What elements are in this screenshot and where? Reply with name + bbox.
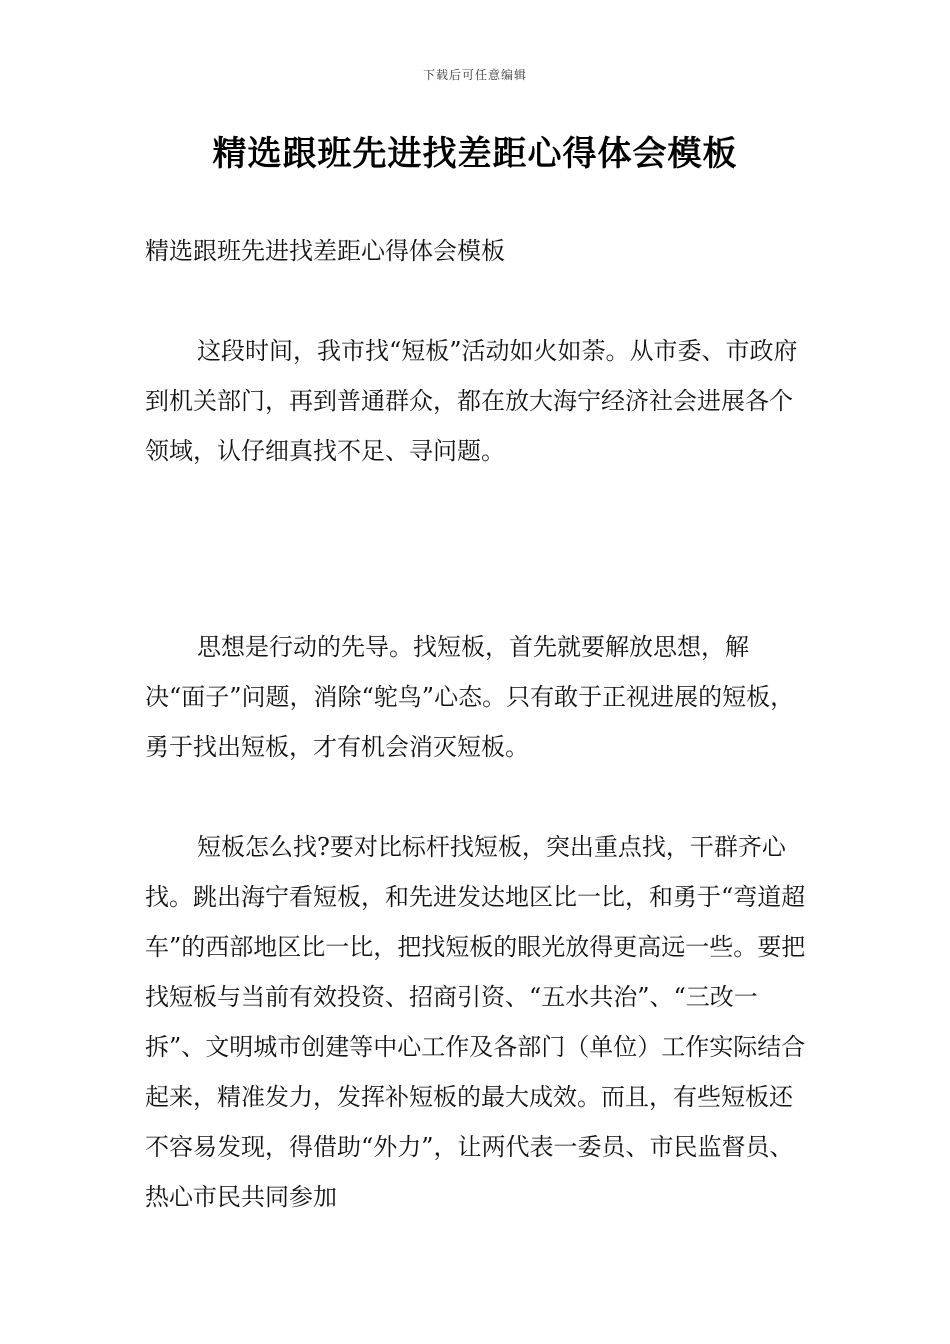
- paragraph-1: 这段时间，我市找“短板”活动如火如荼。从市委、市政府到机关部门，再到普通群众，都在放大海宁经济社会进展各个领域，认仔细真找不足、寻问题。: [145, 337, 798, 465]
- document-subtitle: 精选跟班先进找差距心得体会模板: [145, 237, 505, 265]
- document-title: 精选跟班先进找差距心得体会模板: [212, 134, 738, 174]
- paragraph-2: 思想是行动的先导。找短板，首先就要解放思想，解决“面子”问题，消除“鸵鸟”心态。只有敢于正视进展的短板，勇于找出短板，才有机会消灭短板。: [145, 633, 795, 761]
- header-note: 下载后可任意编辑: [422, 68, 527, 82]
- paragraph-3: 短板怎么找?要对比标杆找短板，突出重点找，干群齐心找。跳出海宁看短板，和先进发达地区比一比，和勇于“弯道超车”的西部地区比一比，把找短板的眼光放得更高远一些。要把找短板与当前有效投资、招商引资、“五水共治”、“三改一拆”、文明城市创建等中心工作及各部门（单位）工作实际结合起来，精准发力，发挥补短板的最大成效。而且，有些短板还不容易发现，得借助“外力”，让两代表一委员、市民监督员、热心市民共同参加: [145, 833, 806, 1211]
